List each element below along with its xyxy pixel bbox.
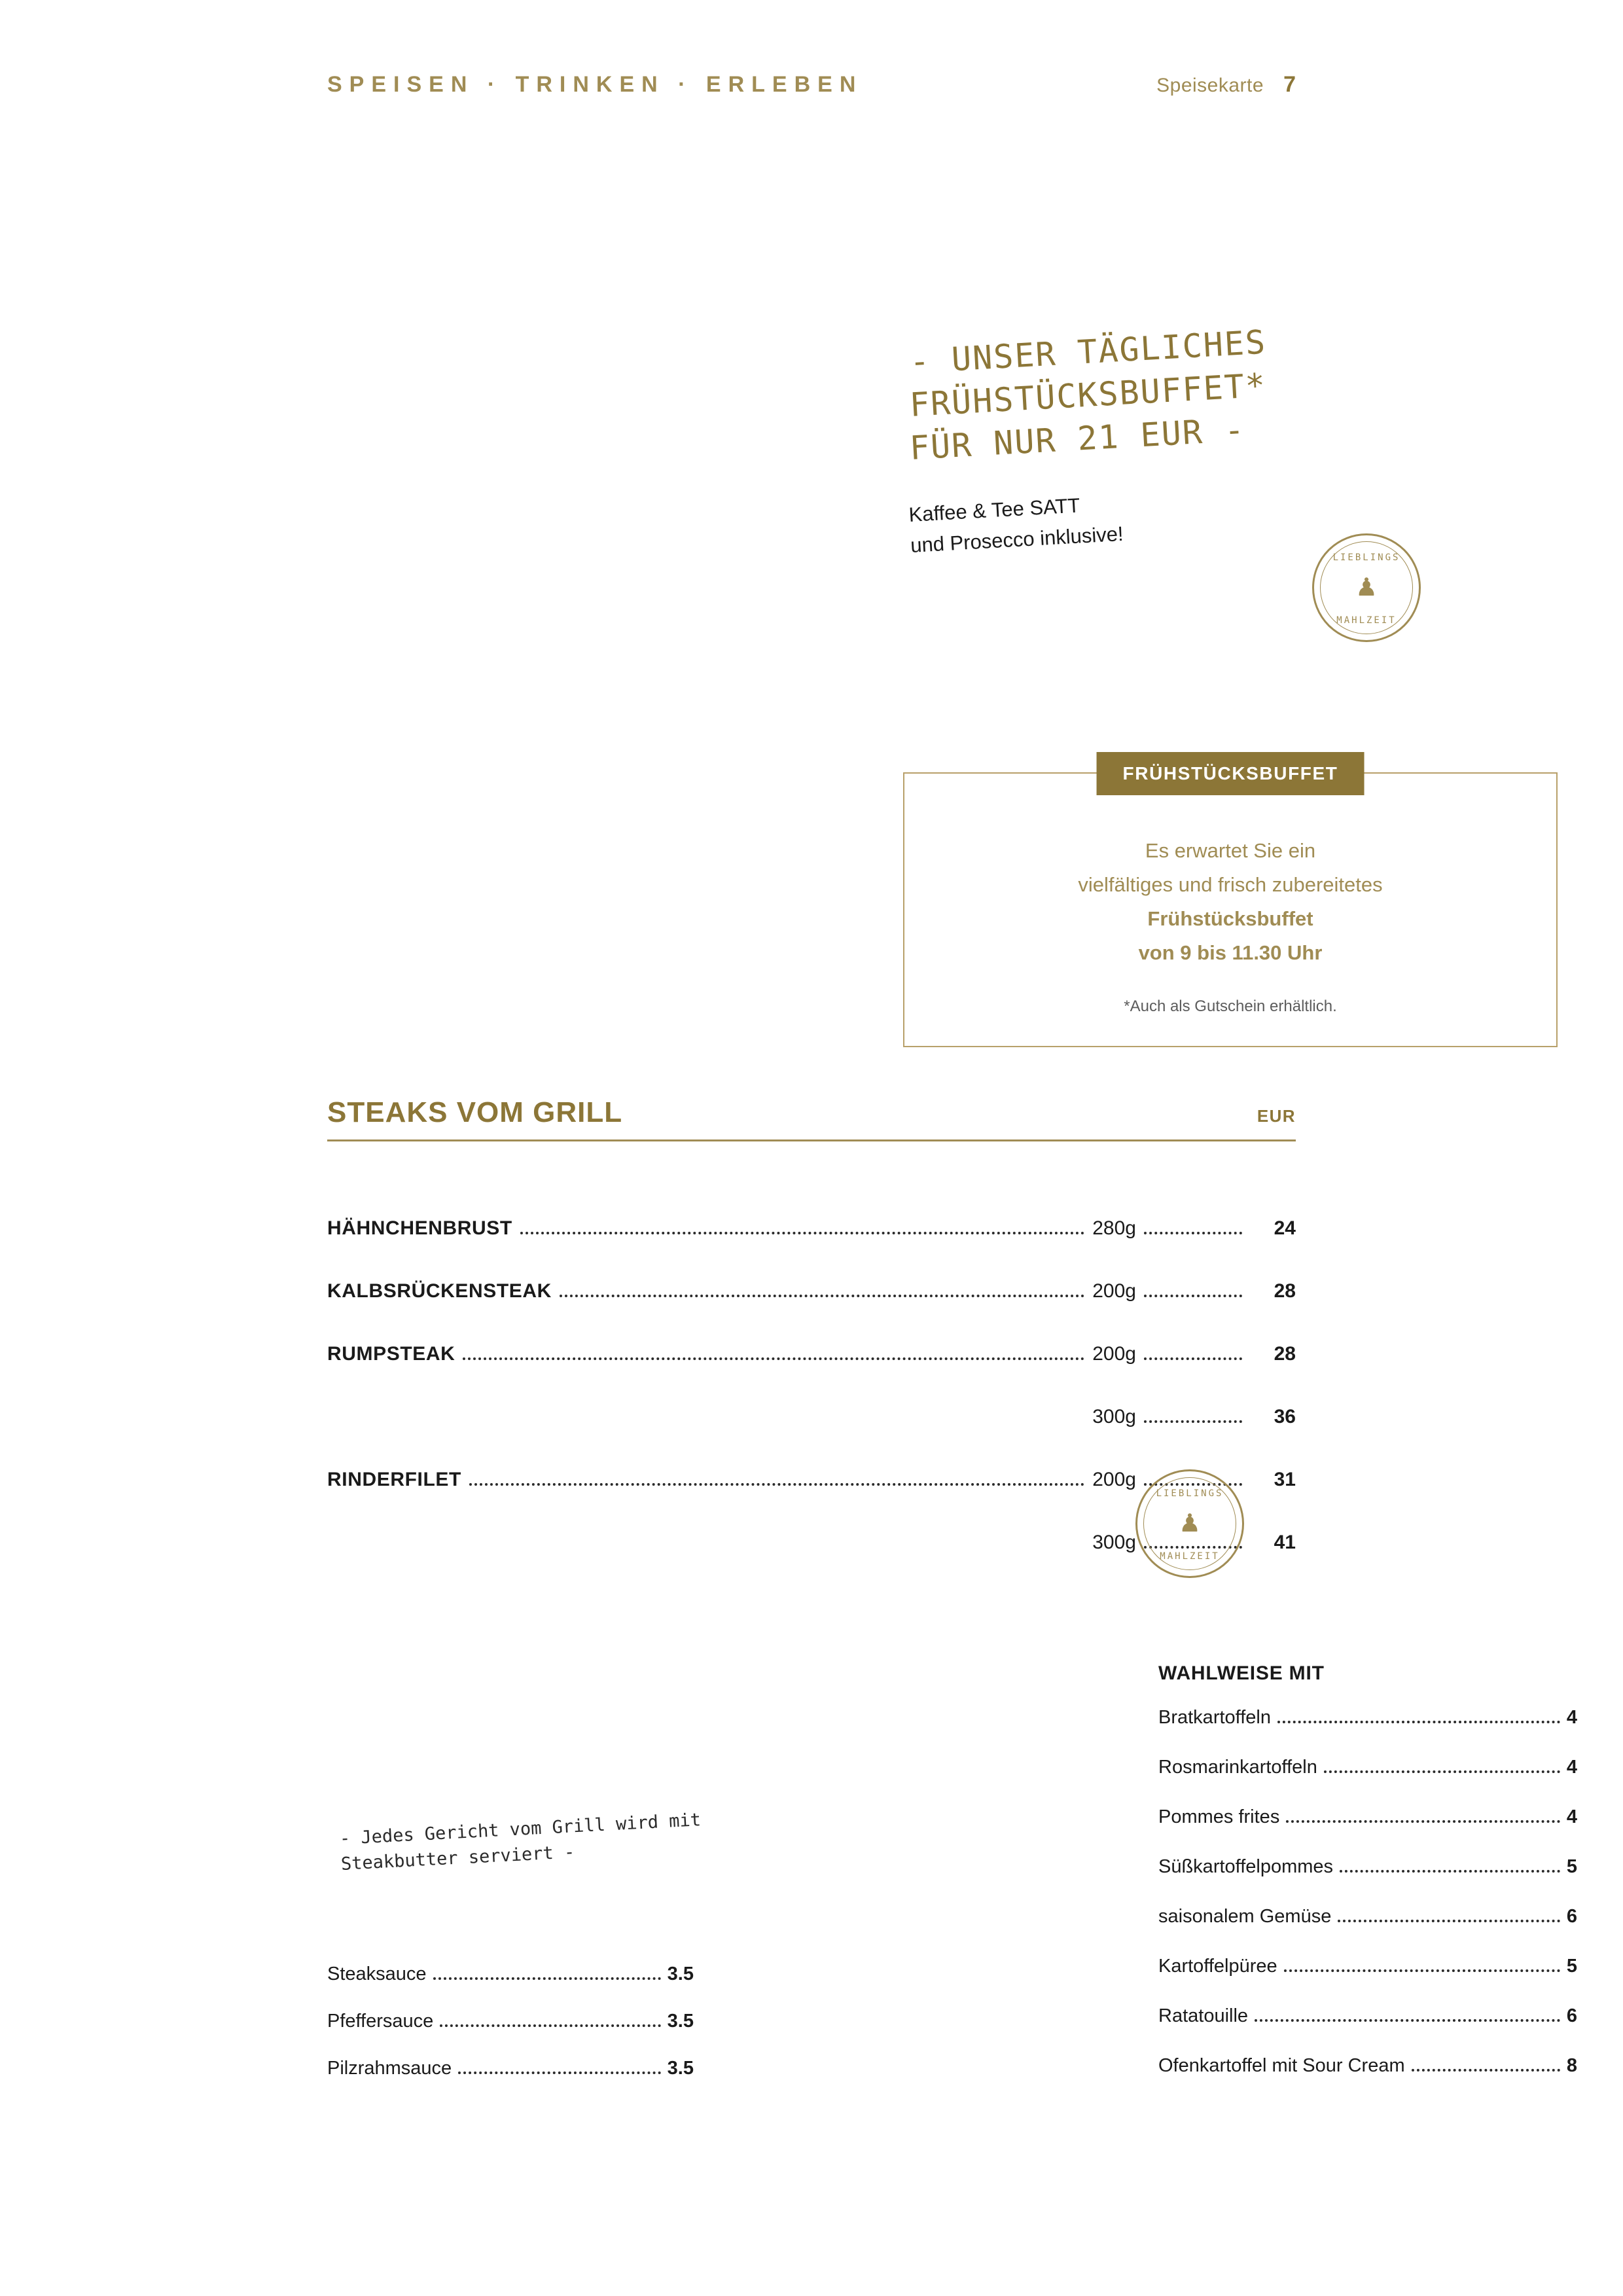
side-price: 4 (1566, 1707, 1577, 1728)
sauce-price: 3.5 (667, 1964, 694, 1984)
side-price: 6 (1566, 2005, 1577, 2026)
list-item (1158, 1806, 1577, 1856)
leader-dots-short (1144, 1420, 1242, 1423)
sauce-price: 3.5 (667, 2058, 694, 2079)
document-label: Speisekarte (1156, 75, 1264, 96)
list-item (327, 2011, 694, 2058)
brand-tagline: SPEISEN · TRINKEN · ERLEBEN (327, 72, 863, 97)
side-name: Bratkartoffeln (1158, 1707, 1271, 1728)
stamp-figure-icon: ♟ (1355, 574, 1378, 601)
item-weight: 200g (1092, 1469, 1136, 1490)
item-weight: 200g (1092, 1343, 1136, 1365)
stamp-top-text: LIEBLINGS (1332, 552, 1400, 563)
leader-dots (1338, 1920, 1560, 1922)
leader-dots (1286, 1820, 1560, 1823)
leader-dots (560, 1295, 1084, 1297)
stamp-figure-icon: ♟ (1178, 1510, 1202, 1537)
side-price: 4 (1566, 1806, 1577, 1827)
sauces-list (327, 1964, 694, 2105)
list-item (1158, 1906, 1577, 1956)
stamp-content (1137, 1471, 1242, 1576)
leader-dots (433, 1977, 661, 1980)
stamp-top-text: LIEBLINGS (1156, 1488, 1224, 1499)
section-header-row (327, 1096, 1296, 1141)
breakfast-promo (908, 323, 1446, 561)
item-name: RUMPSTEAK (327, 1343, 455, 1365)
list-item (1158, 1856, 1577, 1906)
list-item (1158, 2005, 1577, 2055)
side-price: 6 (1566, 1906, 1577, 1927)
breakfast-buffet-box (903, 763, 1558, 1047)
table-row (327, 1406, 1296, 1469)
side-name: Süßkartoffelpommes (1158, 1856, 1334, 1877)
leader-dots (1284, 1969, 1560, 1972)
stamp-bottom-text: MAHLZEIT (1336, 615, 1397, 626)
stamp-content (1314, 535, 1419, 640)
list-item (1158, 2055, 1577, 2105)
page-header (327, 72, 1296, 98)
breakfast-line-4: von 9 bis 11.30 Uhr (1138, 941, 1323, 965)
list-item (1158, 1757, 1577, 1806)
breakfast-box-tag: FRÜHSTÜCKSBUFFET (1097, 752, 1364, 795)
item-price: 31 (1274, 1469, 1296, 1490)
item-name: HÄHNCHENBRUST (327, 1217, 512, 1239)
stamp-bottom-text: MAHLZEIT (1160, 1551, 1220, 1562)
promo-line-1: - UNSER TÄGLICHES (908, 323, 1268, 381)
section-header (327, 1096, 1296, 1141)
breakfast-line-3: Frühstücksbuffet (1147, 907, 1313, 931)
promo-sub-2: und Prosecco inklusive! (910, 522, 1124, 557)
sides-title: WAHLWEISE MIT (1158, 1662, 1325, 1684)
leader-dots (1255, 2019, 1560, 2022)
item-price: 28 (1274, 1280, 1296, 1302)
header-page-info (1156, 72, 1296, 98)
sauce-name: Pfeffersauce (327, 2011, 434, 2032)
side-name: Kartoffelpüree (1158, 1956, 1277, 1977)
note-line-2: Steakbutter serviert - (340, 1842, 575, 1875)
sauce-price: 3.5 (667, 2011, 694, 2032)
sauce-name: Pilzrahmsauce (327, 2058, 452, 2079)
section-title: STEAKS VOM GRILL (327, 1096, 623, 1128)
breakfast-footnote: *Auch als Gutschein erhältlich. (1124, 997, 1337, 1016)
breakfast-line-1: Es erwartet Sie ein (1145, 839, 1316, 862)
item-name: RINDERFILET (327, 1469, 461, 1490)
promo-line-3: FÜR NUR 21 EUR - (908, 410, 1247, 467)
promo-line-2: FRÜHSTÜCKSBUFFET* (908, 366, 1268, 424)
side-price: 8 (1566, 2055, 1577, 2076)
lieblings-mahlzeit-stamp-icon (1135, 1469, 1244, 1578)
side-name: Ofenkartoffel mit Sour Cream (1158, 2055, 1405, 2076)
leader-dots (440, 2024, 660, 2027)
table-row (327, 1343, 1296, 1406)
leader-dots (520, 1232, 1084, 1234)
leader-dots (1340, 1870, 1560, 1873)
side-name: saisonalem Gemüse (1158, 1906, 1332, 1927)
sides-list (1158, 1662, 1577, 2105)
sauce-name: Steaksauce (327, 1964, 427, 1984)
leader-dots-short (1144, 1295, 1242, 1297)
table-row (327, 1217, 1296, 1280)
breakfast-box-body (904, 774, 1556, 1016)
side-name: Pommes frites (1158, 1806, 1280, 1827)
side-name: Ratatouille (1158, 2005, 1249, 2026)
note-line-1: - Jedes Gericht vom Grill wird mit (339, 1810, 702, 1850)
leader-dots-short (1144, 1232, 1242, 1234)
leader-dots (1277, 1721, 1560, 1723)
item-weight: 300g (1092, 1532, 1136, 1553)
page-number: 7 (1283, 72, 1296, 97)
leader-dots (469, 1483, 1084, 1486)
item-price: 24 (1274, 1217, 1296, 1239)
list-item (1158, 1707, 1577, 1757)
steakbutter-note (339, 1798, 878, 1877)
leader-dots (458, 2072, 660, 2074)
item-price: 36 (1274, 1406, 1296, 1427)
leader-dots (1324, 1770, 1560, 1773)
list-item (327, 2058, 694, 2105)
breakfast-line-2: vielfältiges und frisch zubereitetes (1078, 873, 1383, 897)
item-weight: 200g (1092, 1280, 1136, 1302)
table-row (327, 1280, 1296, 1343)
list-item (327, 1964, 694, 2011)
item-name: KALBSRÜCKENSTEAK (327, 1280, 552, 1302)
leader-dots (463, 1357, 1084, 1360)
item-price: 28 (1274, 1343, 1296, 1365)
side-name: Rosmarinkartoffeln (1158, 1757, 1317, 1778)
lieblings-mahlzeit-stamp-icon (1312, 533, 1421, 642)
side-price: 4 (1566, 1757, 1577, 1778)
promo-sub-1: Kaffee & Tee SATT (908, 493, 1081, 527)
side-price: 5 (1566, 1956, 1577, 1977)
item-weight: 300g (1092, 1406, 1136, 1427)
list-item (1158, 1956, 1577, 2005)
currency-label: EUR (1257, 1106, 1296, 1126)
item-price: 41 (1274, 1532, 1296, 1553)
leader-dots-short (1144, 1357, 1242, 1360)
side-price: 5 (1566, 1856, 1577, 1877)
leader-dots (1412, 2069, 1560, 2072)
item-weight: 280g (1092, 1217, 1136, 1239)
